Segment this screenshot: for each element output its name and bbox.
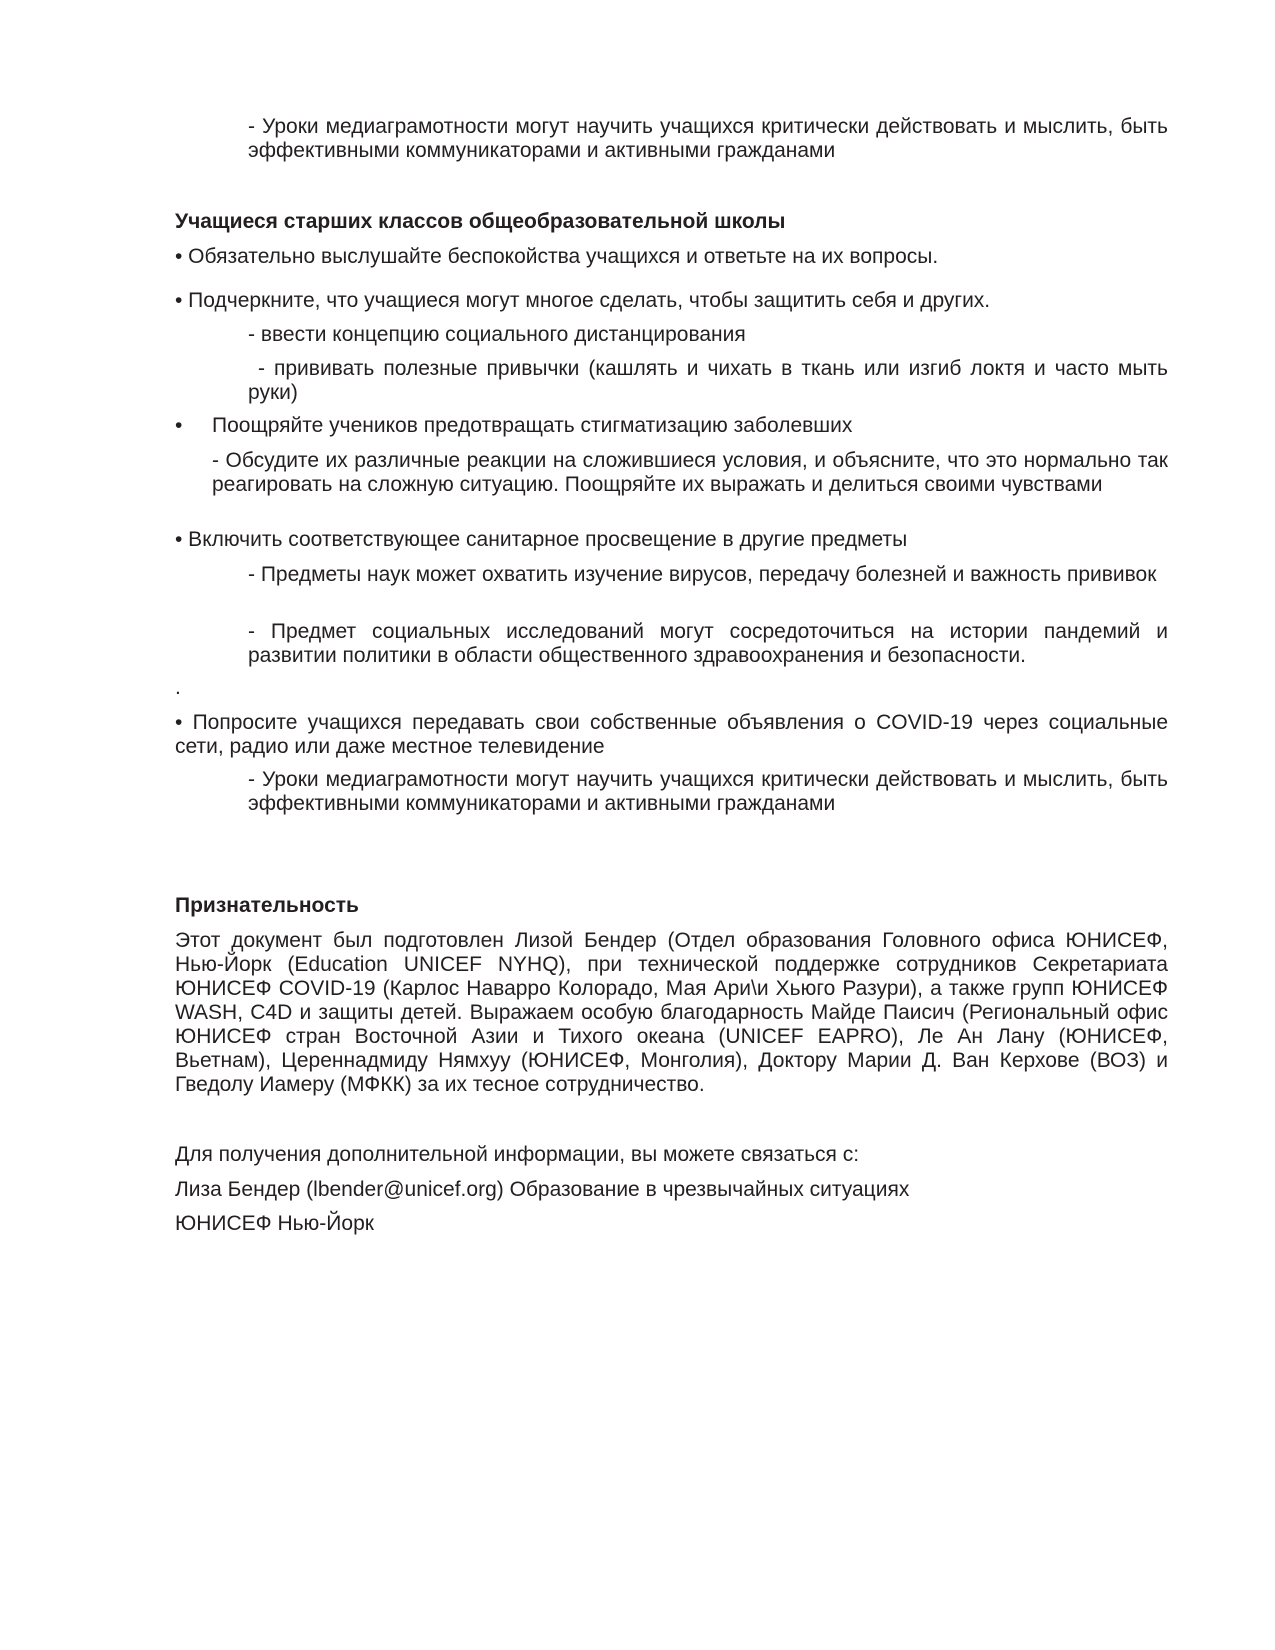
sub-item-social-studies: - Предмет социальных исследований могут сосредоточиться на истории пандемий и развитии политики в области общественного здравоохранения и безопасности.	[248, 620, 1168, 667]
list-item-protect-self: • Подчеркните, что учащиеся могут многое сделать, чтобы защитить себя и других.	[175, 289, 991, 312]
sub-item-media-literacy: - Уроки медиаграмотности могут научить учащихся критически действовать и мыслить, быть эффективными коммуникаторами и активными гражданами	[248, 768, 1168, 815]
acknowledgements-body: Этот документ был подготовлен Лизой Бендер (Отдел образования Головного офиса ЮНИСЕФ, Нью-Йорк (Education UNICEF NYHQ), при технической поддержке сотрудников Секретариата ЮНИСЕФ COVID-19 (Карлос Наварро Колорадо, Мая Ари\и Хьюго Разури), а также групп ЮНИСЕФ WASH, C4D и защиты детей. Выражаем особую благодарность Майде Паисич (Региональный офис ЮНИСЕФ стран Восточной Азии и Тихого океана (UNICEF EAPRO), Ле Ан Лану (ЮНИСЕФ, Вьетнам), Цереннадмиду Нямхуу (ЮНИСЕФ, Монголия), Доктору Марии Д. Ван Керхове (ВОЗ) и Гведолу Иамеру (МФКК) за их тесное сотрудничество.	[175, 929, 1168, 1096]
list-item-prevent-stigma: Поощряйте учеников предотвращать стигматизацию заболевших	[212, 414, 853, 437]
sub-item-discuss-reactions: - Обсудите их различные реакции на сложившиеся условия, и объясните, что это нормально так реагировать на сложную ситуацию. Поощряйте их выражать и делиться своими чувствами	[212, 449, 1168, 496]
media-literacy-note-top: - Уроки медиаграмотности могут научить учащихся критически действовать и мыслить, быть эффективными коммуникаторами и активными гражданами	[248, 115, 1168, 162]
stray-period: .	[175, 676, 181, 699]
section-heading-high-school: Учащиеся старших классов общеобразовательной школы	[175, 210, 786, 233]
sub-item-social-distancing: - ввести концепцию социального дистанцирования	[248, 323, 746, 346]
section-heading-acknowledgements: Признательность	[175, 894, 359, 917]
bullet-icon: •	[175, 414, 183, 437]
contact-intro: Для получения дополнительной информации, вы можете связаться с:	[175, 1143, 860, 1166]
contact-person: Лиза Бендер (lbender@unicef.org) Образование в чрезвычайных ситуациях	[175, 1178, 910, 1201]
list-item-covid-announcements: • Попросите учащихся передавать свои собственные объявления о COVID-19 через социальные сети, радио или даже местное телевидение	[175, 711, 1168, 758]
list-item-listen-concerns: • Обязательно выслушайте беспокойства учащихся и ответьте на их вопросы.	[175, 245, 939, 268]
contact-office: ЮНИСЕФ Нью-Йорк	[175, 1212, 374, 1235]
sub-item-science-subjects: - Предметы наук может охватить изучение вирусов, передачу болезней и важность прививок	[248, 563, 1157, 586]
list-item-health-education: • Включить соответствующее санитарное просвещение в другие предметы	[175, 528, 908, 551]
sub-item-healthy-habits: - прививать полезные привычки (кашлять и чихать в ткань или изгиб локтя и часто мыть руки)	[248, 357, 1168, 404]
